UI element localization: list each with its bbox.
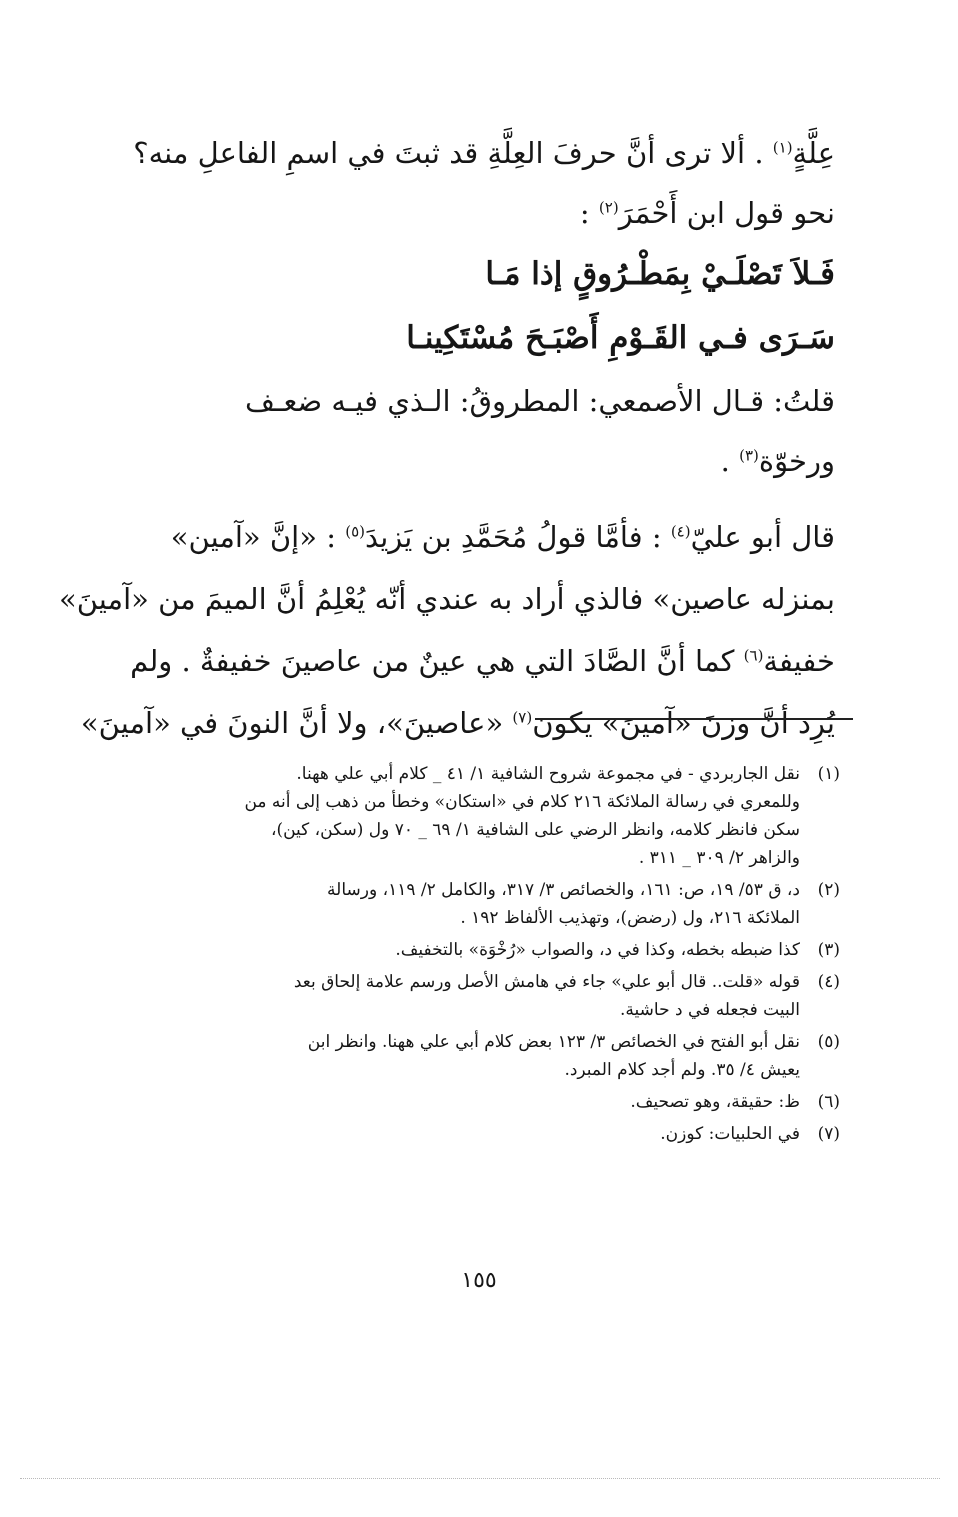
footnote-ref: (٢) <box>598 198 619 217</box>
page-number: ١٥٥ <box>461 1268 497 1293</box>
footnote-divider <box>535 718 853 720</box>
text-segment: قال أبو عليّ <box>690 520 835 554</box>
footnote-line: يعيش ٤/ ٣٥. ولم أجد كلام المبرد. <box>564 1060 800 1080</box>
text-segment: : <box>579 196 599 230</box>
footnote-line: والزاهر ٢/ ٣٠٩ _ ٣١١ . <box>638 848 800 868</box>
text-line-7 <box>130 630 835 692</box>
footnote-item <box>140 1088 840 1116</box>
footnote-item <box>140 936 840 964</box>
footnote-text <box>140 968 800 1024</box>
text-segment: عِلَّةٍ <box>792 136 835 170</box>
footnote-text <box>140 1028 800 1084</box>
text-segment: . <box>720 444 740 478</box>
footnote-text <box>140 876 800 932</box>
text-line-2 <box>135 184 835 242</box>
footnote-line: نقل الجاربردي - في مجموعة شروح الشافية ١/ ٤١ _ كلام أبي علي ههنا. <box>296 764 800 784</box>
footnote-number: (٥) <box>817 1032 840 1052</box>
footnote-item <box>140 1120 840 1148</box>
footnote-line: الملائكة ٢١٦، ول (رضض)، وتهذيب الألفاظ ١٩٢ . <box>460 908 800 928</box>
footnote-ref: (٤) <box>670 522 691 541</box>
footnote-line: قوله «قلت.. قال أبو علي» جاء في هامش الأصل ورسم علامة إلحاق بعد <box>293 972 800 992</box>
footnote-text <box>140 1088 800 1116</box>
footnotes-section <box>140 760 840 1152</box>
text-line-4 <box>135 432 835 490</box>
footnote-ref: (٣) <box>739 446 759 465</box>
footnote-number: (٣) <box>817 940 840 960</box>
text-segment: خفيفة <box>763 644 835 678</box>
footnote-item <box>140 968 840 1024</box>
footnote-item <box>140 1028 840 1084</box>
footnote-number: (٤) <box>817 972 840 992</box>
footnote-text <box>140 936 800 964</box>
text-segment: : «إنَّ «آمين» <box>170 520 346 554</box>
footnote-line: في الحلبيات: كوزن. <box>660 1124 800 1144</box>
footnote-ref: (٥) <box>345 522 365 541</box>
footnote-number: (١) <box>817 764 840 784</box>
footnote-number: (٦) <box>817 1092 840 1112</box>
text-line-1 <box>135 122 835 184</box>
footnote-line: كذا ضبطه بخطه، وكذا في د، والصواب «رُخْوَة» بالتخفيف. <box>395 940 800 960</box>
footnote-item <box>140 760 840 872</box>
footnote-line: د، ق ٥٣/ ١٩، ص: ١٦١، والخصائص ٣/ ٣١٧، والكامل ٢/ ١١٩، ورسالة <box>327 880 800 900</box>
footnote-text <box>140 760 800 872</box>
text-segment: كما أنَّ الصَّادَ التي هي عينٌ من عاصينَ خفيفةٌ . ولم <box>130 644 744 678</box>
text-segment: نحو قول ابن أَحْمَرَ <box>618 196 835 230</box>
footnote-text <box>140 1120 800 1148</box>
text-segment: ورخوّة <box>758 444 835 478</box>
footnote-line: وللمعري في رسالة الملائكة ٢١٦ كلام في «استكان» وخطأ من ذهب إلى أنه من <box>244 792 800 812</box>
text-segment: يُرِد أنَّ وزنَ «آمينَ» يكون <box>532 706 835 740</box>
text-segment: «عاصينَ»، ولا أنَّ النونَ في «آمينَ» <box>80 706 513 740</box>
footnote-line: نقل أبو الفتح في الخصائص ٣/ ١٢٣ بعض كلام أبي علي ههنا. وانظر ابن <box>307 1032 800 1052</box>
poem-verse-first-hemistich: فَـلاَ تَصْلَـيْ بِمَطْـرُوقٍ إذا مَـا <box>485 256 835 292</box>
text-line-6: بمنزله عاصين» فالذي أراد به عندي أنّه يُعْلِمُ أنَّ الميمَ من «آمينَ» <box>58 582 835 616</box>
footnote-ref: (٧) <box>512 708 533 727</box>
scan-edge-artifact <box>20 1478 940 1483</box>
poem-verse-second-hemistich: سَـرَى فـي القَـوْمِ أَصْبَـحَ مُسْتَكِينـا <box>406 320 835 356</box>
text-line-5 <box>135 506 835 568</box>
footnote-number: (٧) <box>817 1124 840 1144</box>
footnote-line: ظ: حقيقة، وهو تصحيف. <box>630 1092 800 1112</box>
footnote-ref: (٦) <box>743 646 764 665</box>
text-segment: . ألا ترى أنَّ حرفَ العِلَّةِ قد ثبتَ في اسمِ الفاعلِ منه؟ <box>133 136 773 170</box>
text-segment: : فأمَّا قولُ مُحَمَّدِ بن يَزيدَ <box>364 520 671 554</box>
footnote-line: سكن فانظر كلامه، وانظر الرضي على الشافية ١/ ٦٩ _ ٧٠ ول (سكن، كين)، <box>270 820 800 840</box>
text-line-8 <box>80 692 835 754</box>
main-text-body <box>58 122 835 754</box>
footnote-line: البيت فجعله في د حاشية. <box>620 1000 800 1020</box>
footnote-number: (٢) <box>817 880 840 900</box>
text-line-3: قلتُ: قـال الأصمعي: المطروقُ: الـذي فيـه ضعـف <box>244 384 835 418</box>
footnote-item <box>140 876 840 932</box>
footnote-ref: (١) <box>772 138 793 157</box>
